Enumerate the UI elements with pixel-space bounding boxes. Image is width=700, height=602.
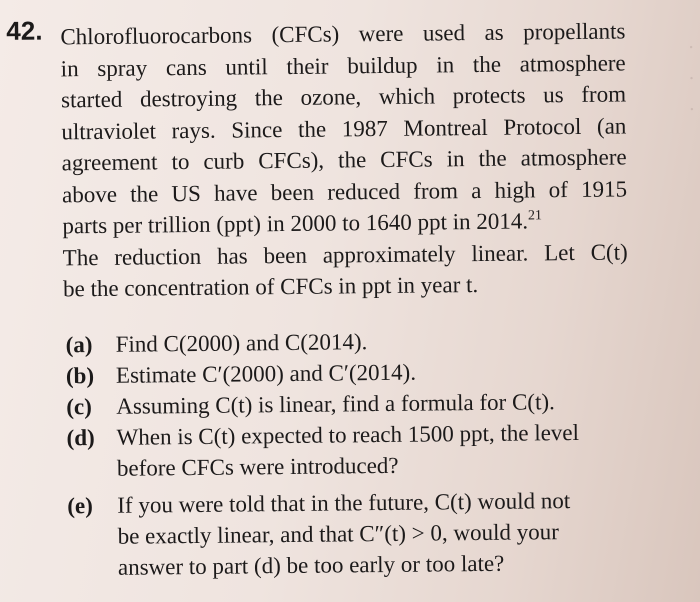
part-text: be exactly linear, and that C″(t) > 0, would your <box>117 519 559 549</box>
part-label: (b) <box>65 363 95 389</box>
part-text: before CFCs were introduced? <box>116 452 399 481</box>
stem-line: be the concentration of CFCs in ppt in year t. <box>62 272 479 302</box>
part-label: (a) <box>65 332 93 358</box>
part-label: (c) <box>66 394 92 420</box>
stem-line: in spray cans until their buildup in the atmosphere <box>60 49 626 81</box>
stem-line: ultraviolet rays. Since the 1987 Montreal Protocol (an <box>61 112 627 144</box>
stem-line: parts per trillion (ppt) in 2000 to 1640 ppt in 2014. <box>62 208 529 239</box>
problem-parts <box>65 323 633 583</box>
stem-line: The reduction has been approximately linear. Let C(t) <box>62 238 628 270</box>
part-text: If you were told that in the future, C(t) would not <box>117 488 571 518</box>
stem-line: agreement to curb CFCs), the CFCs in the atmosphere <box>61 144 627 176</box>
part-text: Assuming C(t) is linear, find a formula for C(t). <box>116 389 555 419</box>
part-label: (d) <box>66 425 95 451</box>
part-text: When is C(t) expected to reach 1500 ppt, the level <box>116 419 580 450</box>
stem-line: above the US have been reduced from a high of 1915 <box>61 175 628 207</box>
part-e <box>67 484 633 583</box>
part-text: Find C(2000) and C(2014). <box>115 329 368 357</box>
part-text: answer to part (d) be too early or too late? <box>117 550 505 580</box>
bleed-through-text: · · · <box>687 36 696 121</box>
part-d <box>66 416 632 484</box>
stem-line: Chlorofluorocarbons (CFCs) were used as propellants <box>60 18 626 50</box>
problem-number: 42. <box>6 15 43 46</box>
part-label: (e) <box>67 493 93 519</box>
problem-statement <box>60 15 628 304</box>
part-text: Estimate C′(2000) and C′(2014). <box>115 359 417 388</box>
stem-line: started destroying the ozone, which protects us from <box>60 81 627 113</box>
footnote-ref: 21 <box>527 208 543 224</box>
